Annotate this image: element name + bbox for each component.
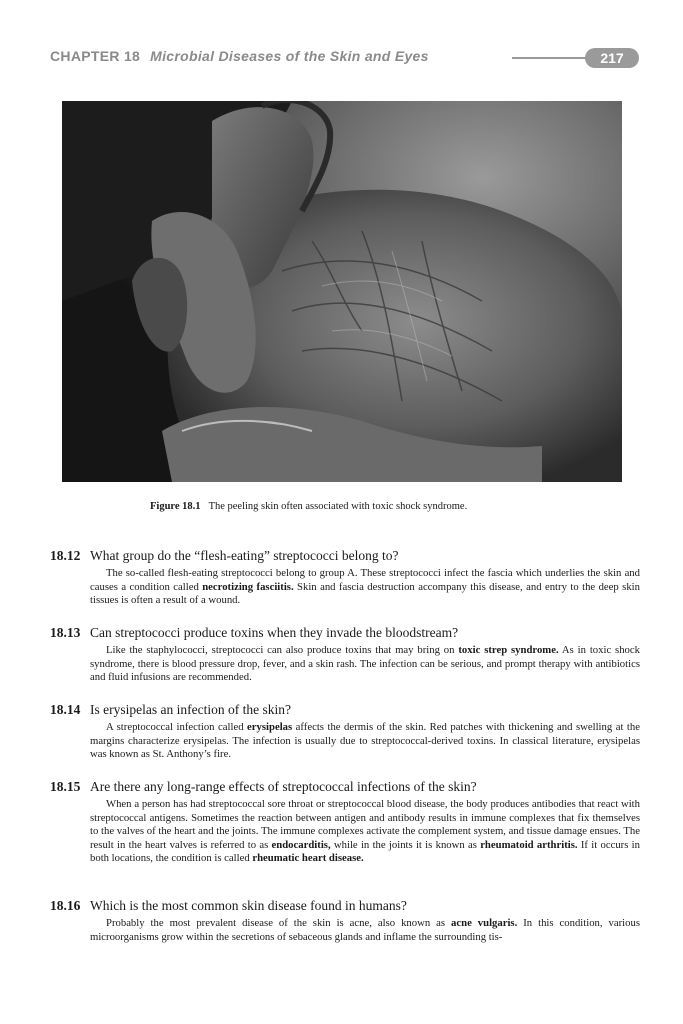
qa-item-18-15	[50, 778, 640, 866]
answer-term: rheumatoid arthritis.	[480, 838, 578, 851]
header-rule	[512, 57, 592, 59]
question-text: Which is the most common skin disease found in humans?	[90, 898, 407, 913]
qa-item-18-14	[50, 701, 640, 762]
answer	[90, 721, 640, 762]
question-text: Can streptococci produce toxins when they invade the bloodstream?	[90, 625, 459, 640]
figure-caption	[150, 501, 467, 512]
question-number: 18.16	[50, 898, 81, 913]
qa-item-18-12	[50, 547, 640, 608]
chapter-title: Microbial Diseases of the Skin and Eyes	[150, 48, 429, 64]
chapter-label: CHAPTER 18	[50, 48, 141, 64]
question	[50, 547, 640, 564]
answer-term: toxic strep syndrome.	[458, 644, 559, 656]
qa-item-18-16	[50, 897, 640, 944]
answer-text: while in the joints it is known as	[330, 838, 481, 851]
answer-term: necrotizing fasciitis.	[202, 580, 294, 593]
answer-term: rheumatic heart disease.	[252, 852, 364, 864]
page-number: 217	[585, 48, 639, 68]
figure-caption-text: The peeling skin often associated with toxic shock syndrome.	[208, 501, 468, 512]
question-text: What group do the “flesh-eating” streptococci belong to?	[90, 548, 399, 563]
answer-text: affects the dermis of the skin. Red patches with thickening and swelling at the margins characterize erysipelas. The infection is usually due to streptococcal-derived toxins. In classical literature, erysipelas was known as St. Anthony’s fire.	[90, 721, 640, 760]
answer	[90, 644, 640, 685]
question-number: 18.14	[50, 702, 81, 717]
answer-text: If it occurs in both locations, the condition is called	[90, 838, 640, 864]
answer	[90, 567, 640, 608]
question	[50, 624, 640, 641]
answer-text: Skin and fascia destruction accompany this disease, and entry to the deep skin tissues is often a result of a wound.	[90, 580, 640, 606]
question-number: 18.15	[50, 779, 81, 794]
answer-term: acne vulgaris.	[451, 917, 518, 929]
answer-text: A streptococcal infection called	[106, 721, 248, 733]
answer-term: erysipelas	[247, 721, 293, 733]
answer-text: Like the staphylococci, streptococci can also produce toxins that may bring on	[106, 644, 459, 656]
chapter-heading	[50, 48, 429, 64]
question	[50, 897, 640, 914]
answer-text: The so-called flesh-eating streptococci belong to group A. These streptococci infect the fascia which underlies the skin and causes a condition called	[90, 567, 640, 593]
answer-text: When a person has had streptococcal sore throat or streptococcal blood disease, the body produces antibodies that react with streptococcal antigens. Sometimes the reaction between antigen and antibody results in immune complexes that fix themselves to the valves of the heart and the joints. The immune complexes activate the complement system, and tissue damage ensues. The result in the heart valves is referred to as	[90, 798, 640, 851]
hand-photo-illustration	[62, 101, 622, 482]
answer	[90, 917, 640, 944]
answer-text: In this condition, various microorganisms grow within the secretions of sebaceous glands and inflame the surrounding tis-	[90, 917, 640, 943]
question	[50, 778, 640, 795]
question-number: 18.12	[50, 548, 81, 563]
figure-photo	[62, 101, 622, 482]
question-number: 18.13	[50, 625, 81, 640]
question	[50, 701, 640, 718]
running-header	[50, 48, 638, 70]
answer-text: As in toxic shock syndrome, there is blood pressure drop, fever, and a skin rash. The infection can be serious, and prompt therapy with antibiotics and fluid infusions are recommended.	[90, 644, 640, 683]
answer-term: endocarditis,	[271, 838, 331, 851]
qa-item-18-13	[50, 624, 640, 685]
question-text: Is erysipelas an infection of the skin?	[90, 702, 291, 717]
figure-label: Figure 18.1	[150, 501, 201, 512]
question-text: Are there any long-range effects of streptococcal infections of the skin?	[90, 779, 477, 794]
answer-text: Probably the most prevalent disease of the skin is acne, also known as	[106, 917, 452, 929]
answer	[90, 798, 640, 866]
